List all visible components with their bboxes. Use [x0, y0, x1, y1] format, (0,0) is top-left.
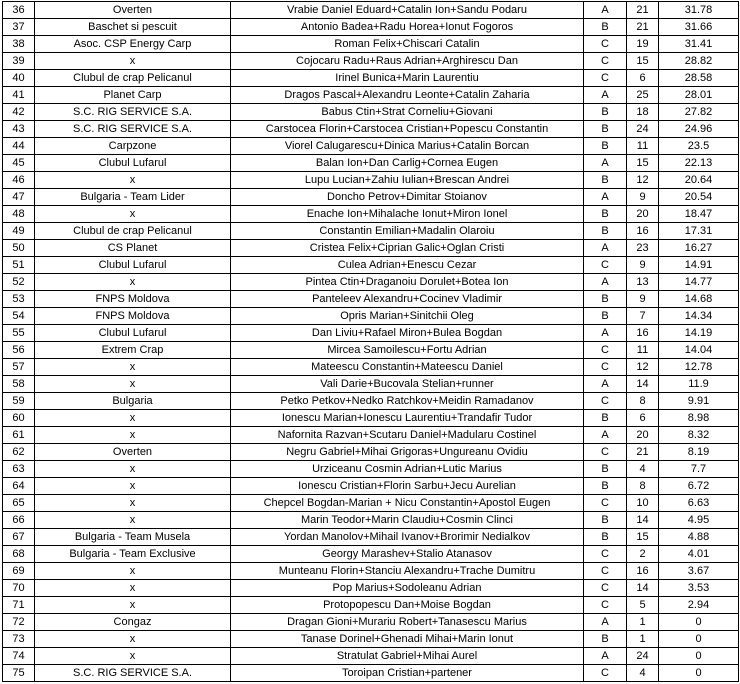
- peg-number-cell: 9: [627, 257, 659, 274]
- score-cell: 14.34: [659, 308, 739, 325]
- score-cell: 14.91: [659, 257, 739, 274]
- team-members-cell: Mateescu Constantin+Mateescu Daniel: [231, 359, 584, 376]
- team-members-cell: Ionescu Marian+Ionescu Laurentiu+Trandafir Tudor: [231, 410, 584, 427]
- row-number-cell: 53: [3, 291, 35, 308]
- score-cell: 28.82: [659, 53, 739, 70]
- peg-number-cell: 4: [627, 461, 659, 478]
- sector-letter-cell: B: [584, 206, 627, 223]
- team-members-cell: Balan Ion+Dan Carlig+Cornea Eugen: [231, 155, 584, 172]
- team-name-cell: Clubul de crap Pelicanul: [35, 70, 231, 87]
- peg-number-cell: 14: [627, 580, 659, 597]
- table-row: [3, 444, 739, 461]
- team-name-cell: x: [35, 580, 231, 597]
- sector-letter-cell: C: [584, 580, 627, 597]
- sector-letter-cell: B: [584, 529, 627, 546]
- score-cell: 4.01: [659, 546, 739, 563]
- peg-number-cell: 20: [627, 206, 659, 223]
- sector-letter-cell: A: [584, 427, 627, 444]
- peg-number-cell: 24: [627, 121, 659, 138]
- team-name-cell: x: [35, 563, 231, 580]
- sector-letter-cell: C: [584, 665, 627, 682]
- row-number-cell: 75: [3, 665, 35, 682]
- team-members-cell: Urziceanu Cosmin Adrian+Lutic Marius: [231, 461, 584, 478]
- table-row: [3, 410, 739, 427]
- table-row: [3, 274, 739, 291]
- peg-number-cell: 16: [627, 223, 659, 240]
- team-name-cell: Extrem Crap: [35, 342, 231, 359]
- peg-number-cell: 24: [627, 648, 659, 665]
- team-name-cell: x: [35, 512, 231, 529]
- score-cell: 2.94: [659, 597, 739, 614]
- score-cell: 20.64: [659, 172, 739, 189]
- table-row: [3, 546, 739, 563]
- row-number-cell: 46: [3, 172, 35, 189]
- table-row: [3, 359, 739, 376]
- score-cell: 27.82: [659, 104, 739, 121]
- peg-number-cell: 20: [627, 427, 659, 444]
- row-number-cell: 43: [3, 121, 35, 138]
- sector-letter-cell: A: [584, 376, 627, 393]
- team-name-cell: Clubul Lufarul: [35, 325, 231, 342]
- team-members-cell: Pintea Ctin+Draganoiu Dorulet+Botea Ion: [231, 274, 584, 291]
- peg-number-cell: 16: [627, 325, 659, 342]
- team-members-cell: Irinel Bunica+Marin Laurentiu: [231, 70, 584, 87]
- sector-letter-cell: B: [584, 512, 627, 529]
- peg-number-cell: 6: [627, 410, 659, 427]
- team-name-cell: x: [35, 461, 231, 478]
- row-number-cell: 57: [3, 359, 35, 376]
- sector-letter-cell: A: [584, 325, 627, 342]
- score-cell: 28.01: [659, 87, 739, 104]
- score-cell: 12.78: [659, 359, 739, 376]
- peg-number-cell: 9: [627, 189, 659, 206]
- team-members-cell: Culea Adrian+Enescu Cezar: [231, 257, 584, 274]
- row-number-cell: 41: [3, 87, 35, 104]
- peg-number-cell: 8: [627, 478, 659, 495]
- table-row: [3, 325, 739, 342]
- table-row: [3, 206, 739, 223]
- score-cell: 8.19: [659, 444, 739, 461]
- row-number-cell: 64: [3, 478, 35, 495]
- sector-letter-cell: B: [584, 410, 627, 427]
- team-name-cell: FNPS Moldova: [35, 291, 231, 308]
- sector-letter-cell: B: [584, 223, 627, 240]
- peg-number-cell: 1: [627, 614, 659, 631]
- sector-letter-cell: C: [584, 444, 627, 461]
- sector-letter-cell: C: [584, 563, 627, 580]
- row-number-cell: 45: [3, 155, 35, 172]
- team-members-cell: Lupu Lucian+Zahiu Iulian+Brescan Andrei: [231, 172, 584, 189]
- table-row: [3, 563, 739, 580]
- table-row: [3, 376, 739, 393]
- table-row: [3, 291, 739, 308]
- team-members-cell: Ionescu Cristian+Florin Sarbu+Jecu Aurelian: [231, 478, 584, 495]
- row-number-cell: 47: [3, 189, 35, 206]
- table-row: [3, 631, 739, 648]
- team-name-cell: Bulgaria - Team Lider: [35, 189, 231, 206]
- table-row: [3, 597, 739, 614]
- table-row: [3, 648, 739, 665]
- row-number-cell: 67: [3, 529, 35, 546]
- team-members-cell: Dan Liviu+Rafael Miron+Bulea Bogdan: [231, 325, 584, 342]
- peg-number-cell: 18: [627, 104, 659, 121]
- peg-number-cell: 25: [627, 87, 659, 104]
- score-cell: 0: [659, 614, 739, 631]
- row-number-cell: 63: [3, 461, 35, 478]
- row-number-cell: 48: [3, 206, 35, 223]
- sector-letter-cell: A: [584, 155, 627, 172]
- team-members-cell: Toroipan Cristian+partener: [231, 665, 584, 682]
- score-cell: 9.91: [659, 393, 739, 410]
- table-row: [3, 138, 739, 155]
- row-number-cell: 74: [3, 648, 35, 665]
- peg-number-cell: 12: [627, 172, 659, 189]
- results-table-body: [3, 2, 739, 682]
- team-name-cell: S.C. RIG SERVICE S.A.: [35, 665, 231, 682]
- team-members-cell: Petko Petkov+Nedko Ratchkov+Meidin Ramadanov: [231, 393, 584, 410]
- score-cell: 6.63: [659, 495, 739, 512]
- table-row: [3, 257, 739, 274]
- team-name-cell: Congaz: [35, 614, 231, 631]
- row-number-cell: 69: [3, 563, 35, 580]
- table-row: [3, 342, 739, 359]
- sector-letter-cell: C: [584, 342, 627, 359]
- team-name-cell: Planet Carp: [35, 87, 231, 104]
- team-name-cell: x: [35, 206, 231, 223]
- team-name-cell: x: [35, 427, 231, 444]
- team-name-cell: Clubul Lufarul: [35, 257, 231, 274]
- score-cell: 14.68: [659, 291, 739, 308]
- team-name-cell: Carpzone: [35, 138, 231, 155]
- score-cell: 4.88: [659, 529, 739, 546]
- team-members-cell: Chepcel Bogdan-Marian + Nicu Constantin+Apostol Eugen: [231, 495, 584, 512]
- peg-number-cell: 8: [627, 393, 659, 410]
- table-row: [3, 461, 739, 478]
- score-cell: 8.32: [659, 427, 739, 444]
- sector-letter-cell: C: [584, 359, 627, 376]
- score-cell: 31.41: [659, 36, 739, 53]
- team-name-cell: x: [35, 274, 231, 291]
- peg-number-cell: 16: [627, 563, 659, 580]
- peg-number-cell: 7: [627, 308, 659, 325]
- team-members-cell: Munteanu Florin+Stanciu Alexandru+Trache Dumitru: [231, 563, 584, 580]
- row-number-cell: 59: [3, 393, 35, 410]
- table-row: [3, 53, 739, 70]
- peg-number-cell: 10: [627, 495, 659, 512]
- peg-number-cell: 11: [627, 342, 659, 359]
- row-number-cell: 62: [3, 444, 35, 461]
- sector-letter-cell: A: [584, 614, 627, 631]
- team-name-cell: x: [35, 597, 231, 614]
- row-number-cell: 70: [3, 580, 35, 597]
- team-members-cell: Stratulat Gabriel+Mihai Aurel: [231, 648, 584, 665]
- table-row: [3, 308, 739, 325]
- sector-letter-cell: C: [584, 393, 627, 410]
- row-number-cell: 65: [3, 495, 35, 512]
- row-number-cell: 72: [3, 614, 35, 631]
- score-cell: 0: [659, 665, 739, 682]
- team-members-cell: Roman Felix+Chiscari Catalin: [231, 36, 584, 53]
- team-name-cell: S.C. RIG SERVICE S.A.: [35, 104, 231, 121]
- sector-letter-cell: C: [584, 546, 627, 563]
- sector-letter-cell: C: [584, 597, 627, 614]
- row-number-cell: 44: [3, 138, 35, 155]
- row-number-cell: 71: [3, 597, 35, 614]
- peg-number-cell: 4: [627, 665, 659, 682]
- table-row: [3, 87, 739, 104]
- peg-number-cell: 5: [627, 597, 659, 614]
- team-name-cell: Bulgaria - Team Musela: [35, 529, 231, 546]
- table-row: [3, 172, 739, 189]
- row-number-cell: 36: [3, 2, 35, 19]
- results-table: [2, 1, 739, 682]
- team-name-cell: x: [35, 648, 231, 665]
- team-members-cell: Vali Darie+Bucovala Stelian+runner: [231, 376, 584, 393]
- sector-letter-cell: C: [584, 70, 627, 87]
- score-cell: 8.98: [659, 410, 739, 427]
- team-name-cell: Baschet si pescuit: [35, 19, 231, 36]
- sector-letter-cell: B: [584, 291, 627, 308]
- table-row: [3, 240, 739, 257]
- score-cell: 0: [659, 631, 739, 648]
- table-row: [3, 189, 739, 206]
- table-row: [3, 19, 739, 36]
- team-name-cell: x: [35, 376, 231, 393]
- team-name-cell: FNPS Moldova: [35, 308, 231, 325]
- table-row: [3, 665, 739, 682]
- team-members-cell: Panteleev Alexandru+Cocinev Vladimir: [231, 291, 584, 308]
- score-cell: 28.58: [659, 70, 739, 87]
- score-cell: 31.78: [659, 2, 739, 19]
- row-number-cell: 55: [3, 325, 35, 342]
- peg-number-cell: 1: [627, 631, 659, 648]
- peg-number-cell: 23: [627, 240, 659, 257]
- sector-letter-cell: B: [584, 308, 627, 325]
- sector-letter-cell: C: [584, 36, 627, 53]
- peg-number-cell: 9: [627, 291, 659, 308]
- team-name-cell: Overten: [35, 444, 231, 461]
- table-row: [3, 36, 739, 53]
- peg-number-cell: 14: [627, 512, 659, 529]
- table-row: [3, 495, 739, 512]
- row-number-cell: 60: [3, 410, 35, 427]
- row-number-cell: 42: [3, 104, 35, 121]
- row-number-cell: 51: [3, 257, 35, 274]
- score-cell: 4.95: [659, 512, 739, 529]
- team-name-cell: Bulgaria: [35, 393, 231, 410]
- row-number-cell: 58: [3, 376, 35, 393]
- sector-letter-cell: A: [584, 648, 627, 665]
- team-members-cell: Marin Teodor+Marin Claudiu+Cosmin Clinci: [231, 512, 584, 529]
- sector-letter-cell: B: [584, 104, 627, 121]
- score-cell: 16.27: [659, 240, 739, 257]
- table-row: [3, 155, 739, 172]
- row-number-cell: 73: [3, 631, 35, 648]
- team-name-cell: CS Planet: [35, 240, 231, 257]
- team-members-cell: Nafornita Razvan+Scutaru Daniel+Madularu Costinel: [231, 427, 584, 444]
- row-number-cell: 49: [3, 223, 35, 240]
- team-members-cell: Mircea Samoilescu+Fortu Adrian: [231, 342, 584, 359]
- peg-number-cell: 21: [627, 19, 659, 36]
- team-name-cell: Clubul Lufarul: [35, 155, 231, 172]
- team-members-cell: Antonio Badea+Radu Horea+Ionut Fogoros: [231, 19, 584, 36]
- peg-number-cell: 12: [627, 359, 659, 376]
- row-number-cell: 68: [3, 546, 35, 563]
- team-members-cell: Viorel Calugarescu+Dinica Marius+Catalin Borcan: [231, 138, 584, 155]
- row-number-cell: 38: [3, 36, 35, 53]
- score-cell: 17.31: [659, 223, 739, 240]
- table-row: [3, 393, 739, 410]
- sector-letter-cell: A: [584, 2, 627, 19]
- sector-letter-cell: C: [584, 495, 627, 512]
- sector-letter-cell: B: [584, 461, 627, 478]
- score-cell: 31.66: [659, 19, 739, 36]
- team-members-cell: Yordan Manolov+Mihail Ivanov+Brorimir Nedialkov: [231, 529, 584, 546]
- score-cell: 11.9: [659, 376, 739, 393]
- peg-number-cell: 14: [627, 376, 659, 393]
- team-members-cell: Constantin Emilian+Madalin Olaroiu: [231, 223, 584, 240]
- sector-letter-cell: C: [584, 53, 627, 70]
- team-members-cell: Pop Marius+Sodoleanu Adrian: [231, 580, 584, 597]
- sector-letter-cell: A: [584, 189, 627, 206]
- peg-number-cell: 6: [627, 70, 659, 87]
- score-cell: 22.13: [659, 155, 739, 172]
- team-members-cell: Enache Ion+Mihalache Ionut+Miron Ionel: [231, 206, 584, 223]
- score-cell: 3.53: [659, 580, 739, 597]
- row-number-cell: 39: [3, 53, 35, 70]
- table-row: [3, 478, 739, 495]
- team-name-cell: x: [35, 410, 231, 427]
- peg-number-cell: 19: [627, 36, 659, 53]
- table-row: [3, 580, 739, 597]
- team-members-cell: Georgy Marashev+Stalio Atanasov: [231, 546, 584, 563]
- score-cell: 3.67: [659, 563, 739, 580]
- peg-number-cell: 21: [627, 444, 659, 461]
- team-name-cell: x: [35, 172, 231, 189]
- row-number-cell: 50: [3, 240, 35, 257]
- sector-letter-cell: B: [584, 121, 627, 138]
- team-name-cell: x: [35, 631, 231, 648]
- team-members-cell: Cojocaru Radu+Raus Adrian+Arghirescu Dan: [231, 53, 584, 70]
- row-number-cell: 56: [3, 342, 35, 359]
- team-name-cell: Overten: [35, 2, 231, 19]
- table-row: [3, 529, 739, 546]
- peg-number-cell: 15: [627, 529, 659, 546]
- team-members-cell: Babus Ctin+Strat Corneliu+Giovani: [231, 104, 584, 121]
- team-name-cell: Bulgaria - Team Exclusive: [35, 546, 231, 563]
- team-members-cell: Protopopescu Dan+Moise Bogdan: [231, 597, 584, 614]
- sector-letter-cell: A: [584, 87, 627, 104]
- score-cell: 14.19: [659, 325, 739, 342]
- row-number-cell: 40: [3, 70, 35, 87]
- team-members-cell: Vrabie Daniel Eduard+Catalin Ion+Sandu Podaru: [231, 2, 584, 19]
- table-row: [3, 614, 739, 631]
- table-row: [3, 512, 739, 529]
- peg-number-cell: 21: [627, 2, 659, 19]
- sector-letter-cell: A: [584, 274, 627, 291]
- team-name-cell: x: [35, 495, 231, 512]
- score-cell: 24.96: [659, 121, 739, 138]
- score-cell: 0: [659, 648, 739, 665]
- team-members-cell: Cristea Felix+Ciprian Galic+Oglan Cristi: [231, 240, 584, 257]
- team-members-cell: Dragan Gioni+Murariu Robert+Tanasescu Marius: [231, 614, 584, 631]
- score-cell: 14.04: [659, 342, 739, 359]
- score-cell: 18.47: [659, 206, 739, 223]
- team-name-cell: x: [35, 359, 231, 376]
- row-number-cell: 66: [3, 512, 35, 529]
- table-row: [3, 223, 739, 240]
- sector-letter-cell: A: [584, 240, 627, 257]
- table-row: [3, 70, 739, 87]
- score-cell: 20.54: [659, 189, 739, 206]
- peg-number-cell: 15: [627, 155, 659, 172]
- peg-number-cell: 2: [627, 546, 659, 563]
- peg-number-cell: 13: [627, 274, 659, 291]
- table-row: [3, 121, 739, 138]
- table-row: [3, 2, 739, 19]
- team-members-cell: Negru Gabriel+Mihai Grigoras+Ungureanu Ovidiu: [231, 444, 584, 461]
- team-name-cell: x: [35, 478, 231, 495]
- peg-number-cell: 11: [627, 138, 659, 155]
- row-number-cell: 37: [3, 19, 35, 36]
- row-number-cell: 52: [3, 274, 35, 291]
- team-members-cell: Doncho Petrov+Dimitar Stoianov: [231, 189, 584, 206]
- team-name-cell: x: [35, 53, 231, 70]
- sector-letter-cell: B: [584, 478, 627, 495]
- score-cell: 23.5: [659, 138, 739, 155]
- team-name-cell: Asoc. CSP Energy Carp: [35, 36, 231, 53]
- sector-letter-cell: B: [584, 172, 627, 189]
- score-cell: 14.77: [659, 274, 739, 291]
- score-cell: 7.7: [659, 461, 739, 478]
- team-name-cell: Clubul de crap Pelicanul: [35, 223, 231, 240]
- team-members-cell: Opris Marian+Sinitchii Oleg: [231, 308, 584, 325]
- peg-number-cell: 15: [627, 53, 659, 70]
- row-number-cell: 61: [3, 427, 35, 444]
- sector-letter-cell: B: [584, 138, 627, 155]
- table-row: [3, 104, 739, 121]
- row-number-cell: 54: [3, 308, 35, 325]
- team-members-cell: Dragos Pascal+Alexandru Leonte+Catalin Zaharia: [231, 87, 584, 104]
- table-row: [3, 427, 739, 444]
- team-members-cell: Carstocea Florin+Carstocea Cristian+Popescu Constantin: [231, 121, 584, 138]
- sector-letter-cell: C: [584, 257, 627, 274]
- team-members-cell: Tanase Dorinel+Ghenadi Mihai+Marin Ionut: [231, 631, 584, 648]
- sector-letter-cell: B: [584, 631, 627, 648]
- score-cell: 6.72: [659, 478, 739, 495]
- team-name-cell: S.C. RIG SERVICE S.A.: [35, 121, 231, 138]
- sector-letter-cell: B: [584, 19, 627, 36]
